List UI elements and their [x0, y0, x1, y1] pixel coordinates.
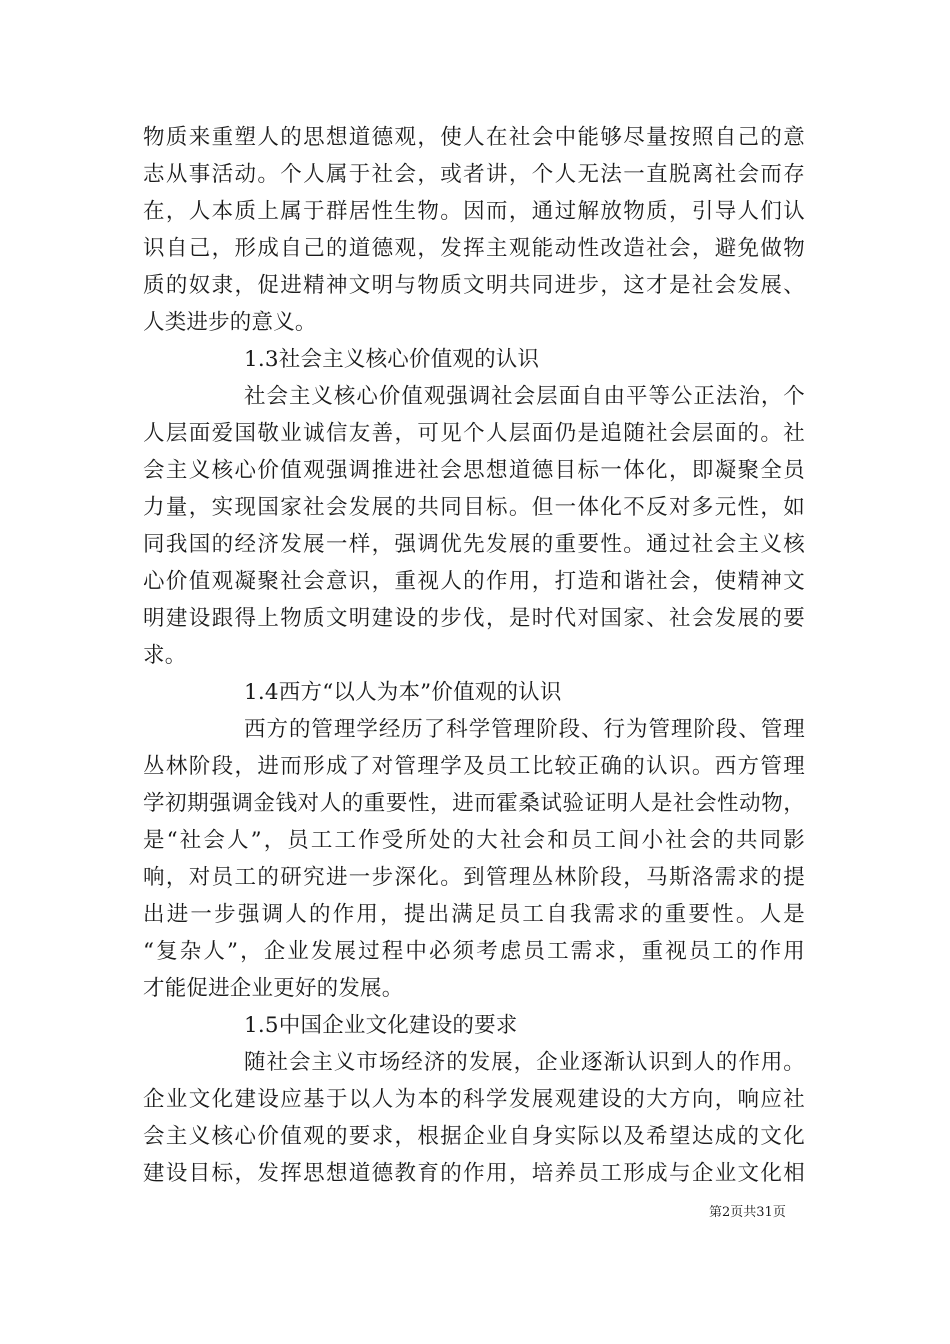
- text-line: 响，对员工的研究进一步深化。到管理丛林阶段，马斯洛需求的提: [143, 865, 805, 890]
- text-line: 求。: [143, 643, 187, 668]
- text-line: “复杂人”，企业发展过程中必须考虑员工需求，重视员工的作用: [143, 939, 805, 964]
- heading-text: 1.3社会主义核心价值观的认识: [244, 347, 540, 372]
- heading-text: 1.4西方“以人为本”价值观的认识: [244, 680, 562, 705]
- text-line: 出进一步强调人的作用，提出满足员工自我需求的重要性。人是: [143, 902, 805, 927]
- text-line: 建设目标，发挥思想道德教育的作用，培养员工形成与企业文化相: [143, 1161, 805, 1186]
- text-line: 力量，实现国家社会发展的共同目标。但一体化不反对多元性，如: [143, 495, 805, 520]
- text-line: 会主义核心价值观强调推进社会思想道德目标一体化，即凝聚全员: [143, 458, 805, 483]
- section-heading: [143, 341, 805, 378]
- text-line: 是“社会人”，员工工作受所处的大社会和员工间小社会的共同影: [143, 828, 805, 853]
- text-line: 人类进步的意义。: [143, 310, 317, 335]
- heading-text: 1.5中国企业文化建设的要求: [244, 1013, 518, 1038]
- text-line: 志从事活动。个人属于社会，或者讲，个人无法一直脱离社会而存: [143, 162, 805, 187]
- document-body: [143, 119, 805, 1192]
- text-line: 识自己，形成自己的道德观，发挥主观能动性改造社会，避免做物: [143, 236, 805, 261]
- text-line: 物质来重塑人的思想道德观，使人在社会中能够尽量按照自己的意: [143, 125, 805, 150]
- text-line: 随社会主义市场经济的发展，企业逐渐认识到人的作用。: [244, 1050, 805, 1075]
- text-line: 同我国的经济发展一样，强调优先发展的重要性。通过社会主义核: [143, 532, 805, 557]
- text-line: 心价值观凝聚社会意识，重视人的作用，打造和谐社会，使精神文: [143, 569, 805, 594]
- section-heading: [143, 674, 805, 711]
- text-line: 学初期强调金钱对人的重要性，进而霍桑试验证明人是社会性动物，: [143, 791, 805, 816]
- text-line: 质的奴隶，促进精神文明与物质文明共同进步，这才是社会发展、: [143, 273, 805, 298]
- text-line: 企业文化建设应基于以人为本的科学发展观建设的大方向，响应社: [143, 1087, 805, 1112]
- text-line: 丛林阶段，进而形成了对管理学及员工比较正确的认识。西方管理: [143, 754, 805, 779]
- paragraph: [143, 119, 805, 341]
- page-number-footer: 第2页共31页: [709, 1205, 786, 1220]
- section-heading: [143, 1007, 805, 1044]
- text-line: 西方的管理学经历了科学管理阶段、行为管理阶段、管理: [244, 717, 805, 742]
- text-line: 明建设跟得上物质文明建设的步伐，是时代对国家、社会发展的要: [143, 606, 805, 631]
- paragraph: [143, 711, 805, 1007]
- paragraph: [143, 378, 805, 674]
- text-line: 人层面爱国敬业诚信友善，可见个人层面仍是追随社会层面的。社: [143, 421, 805, 446]
- text-line: 会主义核心价值观的要求，根据企业自身实际以及希望达成的文化: [143, 1124, 805, 1149]
- paragraph: [143, 1044, 805, 1192]
- text-line: 在，人本质上属于群居性生物。因而，通过解放物质，引导人们认: [143, 199, 805, 224]
- text-line: 才能促进企业更好的发展。: [143, 976, 404, 1001]
- text-line: 社会主义核心价值观强调社会层面自由平等公正法治，个: [244, 384, 805, 409]
